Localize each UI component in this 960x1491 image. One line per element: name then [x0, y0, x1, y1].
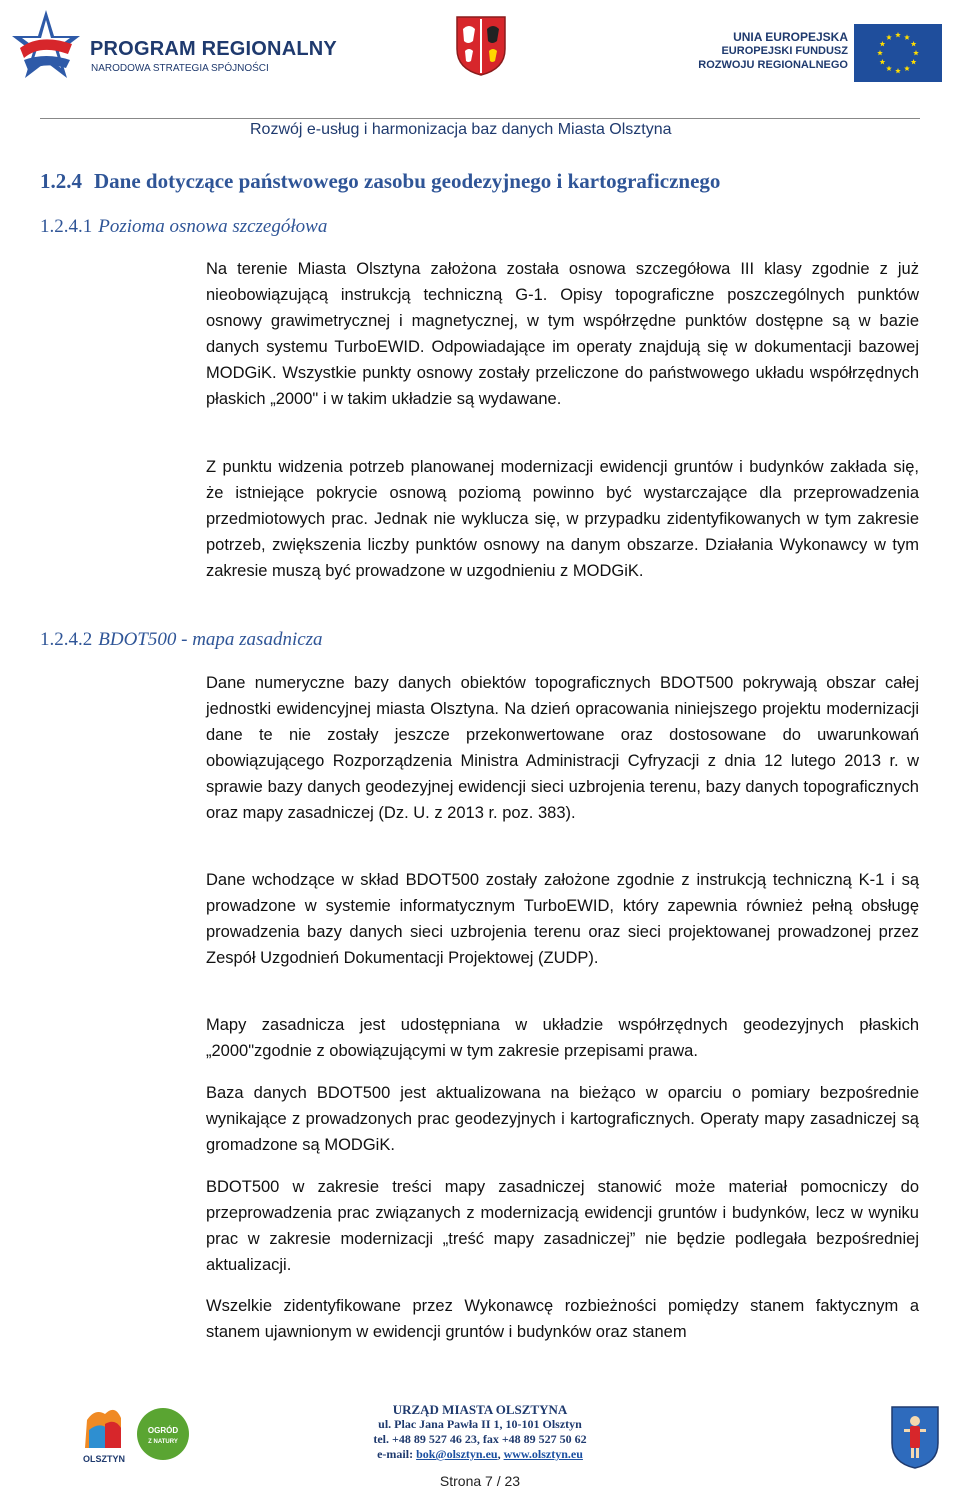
subsection-number: 1.2.4.1 [40, 216, 93, 237]
subsection-title: Pozioma osnowa szczegółowa [98, 216, 328, 237]
eu-fund-logo [690, 20, 950, 84]
svg-text:OLSZTYN: OLSZTYN [83, 1454, 125, 1464]
section-heading [40, 169, 720, 194]
document-title: Rozwój e-usług i harmonizacja baz danych Miasta Olsztyna [250, 121, 672, 138]
paragraph: BDOT500 w zakresie treści mapy zasadniczej stanowić może materiał pomocniczy do przeprowadzenia prac związanych z modernizacją ewidencji gruntów i budynków, lecz w wyniku prac w zakresie modernizacji „treść mapy zasadniczej” nie będzie podlegała bezpośredniej aktualizacji. [206, 1178, 919, 1274]
eu-line-3: ROZWOJU REGIONALNEGO [698, 58, 848, 71]
olsztyn-logo-icon [75, 1400, 195, 1470]
footer-logos [75, 1400, 195, 1470]
page-header [0, 0, 960, 138]
section-number: 1.2.4 [40, 169, 82, 193]
section-title: Dane dotyczące państwowego zasobu geodezyjnego i kartograficznego [94, 169, 721, 193]
svg-text:OGRÓD: OGRÓD [147, 1426, 179, 1435]
eu-line-1: UNIA EUROPEJSKA [733, 30, 848, 44]
paragraph: Dane numeryczne bazy danych obiektów topograficznych BDOT500 pokrywają obszar całej jednostki ewidencyjnej miasta Olsztyna. Na dzień opracowania niniejszego projektu modernizacji dane te nie zostały jeszcze przekonwertowane oraz dostosowane do uwarunkowań obowiązującego Rozporządzenia Ministra Administracji Cyfryzacji z dnia 12 lutego 2013 r. w sprawie bazy danych geodezyjnej ewidencji sieci uzbrojenia terenu, bazy danych topograficznych oraz mapy zasadniczej (Dz. U. z 2013 r. poz. 383). [206, 674, 919, 822]
star-flag-icon [10, 8, 82, 86]
paragraph: Baza danych BDOT500 jest aktualizowana na bieżąco w oparciu o pomiary bezpośrednie wynikające z prowadzonych prac geodezyjnych i kartograficznych. Operaty mapy zasadniczej są gromadzone są MODGiK. [206, 1084, 919, 1154]
svg-text:Z NATURY: Z NATURY [148, 1439, 178, 1445]
office-email-line [340, 1447, 620, 1462]
subsection-title: BDOT500 - mapa zasadnicza [98, 629, 323, 650]
paragraph: Mapy zasadnicza jest udostępniana w układzie współrzędnych geodezyjnych płaskich „2000"zgodnie z obowiązującymi w tym zakresie przepisami prawa. [206, 1016, 919, 1060]
website-link[interactable]: www.olsztyn.eu [503, 1447, 583, 1461]
header-divider [40, 118, 920, 119]
office-address: ul. Plac Jana Pawła II 1, 10-101 Olsztyn [378, 1417, 582, 1431]
city-coat-of-arms-icon [890, 1405, 940, 1470]
paragraph: Dane wchodzące w skład BDOT500 zostały założone zgodnie z instrukcją techniczną K-1 i są prowadzone w systemie informatycznym TurboEWID, który zapewnia również pełną obsługę prowadzenia bazy danych sieci uzbrojenia terenu oraz sieci projektowanej prowadzonej przez Zespół Uzgodnień Dokumentacji Projektowej (ZUDP). [206, 871, 919, 967]
footer-contact [340, 1402, 620, 1462]
office-name: URZĄD MIASTA OLSZTYNA [392, 1402, 568, 1417]
program-subtitle: NARODOWA STRATEGIA SPÓJNOŚCI [91, 63, 269, 74]
eu-flag-icon [854, 24, 942, 82]
subsection-number: 1.2.4.2 [40, 629, 93, 650]
paragraph: Wszelkie zidentyfikowane przez Wykonawcę rozbieżności pomiędzy stanem faktycznym a stanem ujawnionym w ewidencji gruntów i budynków oraz stanem [206, 1297, 919, 1341]
eu-text [698, 30, 848, 73]
page-number: Strona 7 / 23 [439, 1473, 521, 1489]
eu-line-2: EUROPEJSKI FUNDUSZ [721, 45, 848, 57]
separator: , [497, 1447, 504, 1461]
program-regionalny-logo [10, 8, 337, 86]
office-phone: tel. +48 89 527 46 23, fax +48 89 527 50 62 [373, 1432, 587, 1446]
paragraph: Na terenie Miasta Olsztyna założona została osnowa szczegółowa III klasy zgodnie z już nieobowiązującą instrukcją techniczną G-1. Opisy topograficzne poszczególnych punktów osnowy grawimetrycznej i magnetycznej, w tym współrzędne punktów dostępne są w bazie danych systemu TurboEWID. Odpowiadające im operaty znajdują się w dokumentacji bazowej MODGiK. Wszystkie punkty osnowy zostały przeliczone do państwowego układu współrzędnych płaskich „2000" i w takim układzie są wydawane. [206, 260, 919, 408]
subsection-heading-2 [40, 629, 323, 651]
email-link[interactable]: bok@olsztyn.eu [416, 1447, 498, 1461]
email-label: e-mail: [377, 1447, 417, 1461]
program-title: PROGRAM REGIONALNY [90, 38, 337, 60]
subsection-heading-1 [40, 216, 327, 238]
voivodeship-crest-icon [455, 15, 507, 77]
paragraph: Z punktu widzenia potrzeb planowanej modernizacji ewidencji gruntów i budynków zakłada się, że istniejące pokrycie osnową poziomą powinno być wystarczające dla przeprowadzenia przedmiotowych prac. Jednak nie wyklucza się, w przypadku zidentyfikowanych w tym zakresie potrzeb, zwiększenia liczby punktów osnowy na danym obszarze. Działania Wykonawcy w tym zakresie muszą być prowadzone w uzgodnieniu z MODGiK. [206, 458, 919, 580]
